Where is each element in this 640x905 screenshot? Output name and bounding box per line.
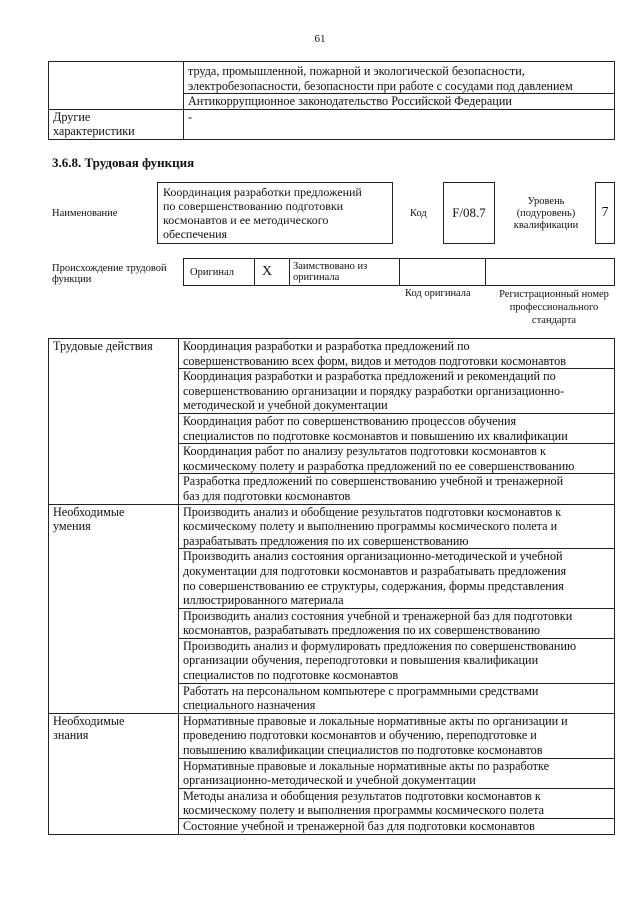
- function-name-line: по совершенствованию подготовки: [163, 199, 344, 213]
- divider: [254, 258, 255, 286]
- cell-line: организации обучения, переподготовки и повышения квалификации: [183, 653, 539, 668]
- cell-line: Методы анализа и обобщения результатов подготовки космонавтов к: [183, 788, 541, 803]
- cell-line: труда, промышленной, пожарной и экологической безопасности,: [188, 64, 525, 78]
- section-label-line: Необходимые: [53, 713, 125, 728]
- borrowed-label-line: Заимствовано из: [293, 261, 368, 272]
- cell-line: Производить анализ состояния учебной и тренажерной баз для подготовки: [183, 608, 573, 623]
- table-cell: [179, 638, 615, 683]
- table-cell: [179, 413, 615, 443]
- table-cell: [179, 758, 615, 788]
- section-label-line: знания: [53, 728, 89, 743]
- reg-number-caption: [488, 288, 620, 327]
- cell-line: Координация работ по анализу результатов подготовки космонавтов к: [183, 444, 546, 459]
- code-original-caption: Код оригинала: [405, 288, 471, 299]
- table-cell: [179, 608, 615, 638]
- divider: [399, 258, 400, 286]
- function-name-line: Координация разработки предложений: [163, 185, 362, 199]
- row-label-line: характеристики: [53, 124, 135, 139]
- origin-label-line: Происхождение трудовой: [52, 263, 167, 274]
- cell-line: Производить анализ состояния организационно-методической и учебной: [183, 549, 563, 564]
- divider: [485, 258, 486, 286]
- cell-line: специалистов по подготовке космонавтов и повышению их квалификации: [183, 428, 568, 443]
- table-cell: [179, 444, 615, 474]
- cell-line: разрабатывать предложения по их совершенствованию: [183, 533, 469, 548]
- borrowed-label-line: оригинала: [293, 272, 340, 283]
- table-cell: [179, 549, 615, 608]
- original-label: Оригинал: [190, 267, 234, 278]
- code-box: F/08.7: [443, 182, 495, 244]
- table-row: [49, 339, 615, 369]
- cell-line: методической и учебной документации: [183, 398, 388, 413]
- table-cell: Антикоррупционное законодательство Российской Федерации: [184, 94, 615, 110]
- code-label: Код: [410, 208, 427, 219]
- table-cell: [179, 504, 615, 549]
- table-cell: [179, 474, 615, 504]
- cell-line: Координация разработки и разработка предложений по: [183, 339, 470, 353]
- cell-line: специального назначения: [183, 698, 316, 713]
- level-label-line: (подуровень): [516, 208, 576, 219]
- origin-label-line: функции: [52, 274, 92, 285]
- table-cell: [179, 339, 615, 369]
- cell-line: по совершенствованию ее структуры, содержания, формы представления: [183, 578, 564, 593]
- level-box: 7: [595, 182, 615, 244]
- top-table: [48, 61, 615, 140]
- function-name-box: [157, 182, 393, 244]
- section-label: [49, 339, 179, 505]
- table-row: [49, 713, 615, 758]
- reg-caption-line: стандарта: [531, 315, 577, 326]
- table-cell: -: [184, 109, 615, 139]
- section-label-line: умения: [53, 519, 91, 534]
- section-label: [49, 713, 179, 834]
- cell-line: Координация работ по совершенствованию процессов обучения: [183, 413, 517, 428]
- reg-caption-line: профессионального: [509, 302, 599, 313]
- cell-line: баз для подготовки космонавтов: [183, 488, 351, 503]
- cell-line: электробезопасности, безопасности при работе с сосудами под давлением: [188, 78, 573, 93]
- section-title: 3.6.8. Трудовая функция: [52, 155, 195, 170]
- cell-line: космическому полету и выполнению программы космического полета и: [183, 519, 558, 534]
- cell-line: Нормативные правовые и локальные нормативные акты по разработке: [183, 758, 550, 773]
- cell-line: космическому полету и выполнения программы космического полета: [183, 803, 545, 818]
- original-mark: X: [262, 264, 273, 279]
- cell-line: Нормативные правовые и локальные нормативные акты по организации и: [183, 713, 568, 728]
- name-label: Наименование: [52, 208, 118, 219]
- cell-line: Координация разработки и разработка предложений и рекомендаций по: [183, 369, 556, 384]
- cell-line: иллюстрированного материала: [183, 593, 344, 608]
- section-label-line: Необходимые: [53, 504, 125, 519]
- table-cell: [179, 819, 615, 835]
- level-label-line: Уровень: [527, 196, 565, 207]
- table-cell: [179, 369, 615, 414]
- section-label-line: Трудовые действия: [53, 339, 153, 353]
- cell-line: Работать на персональном компьютере с программными средствами: [183, 683, 539, 698]
- table-row: [49, 109, 615, 139]
- table-cell: [179, 788, 615, 818]
- main-table: [48, 338, 615, 835]
- cell-line: повышению квалификации специалистов по подготовке космонавтов: [183, 743, 543, 758]
- origin-label: [52, 263, 167, 285]
- function-name-line: космонавтов и ее методического: [163, 213, 329, 227]
- table-cell: [179, 713, 615, 758]
- cell-line: проведению подготовки космонавтов и обучению, переподготовке и: [183, 728, 537, 743]
- page-number: 61: [314, 33, 326, 45]
- table-row: [49, 504, 615, 549]
- function-name-line: обеспечения: [163, 227, 228, 241]
- cell-line: космонавтов, разрабатывать предложения по их совершенствованию: [183, 623, 540, 638]
- table-cell: [179, 683, 615, 713]
- cell-line: Состояние учебной и тренажерной баз для подготовки космонавтов: [183, 819, 535, 833]
- cell-line: Производить анализ и формулировать предложения по совершенствованию: [183, 638, 577, 653]
- reg-caption-line: Регистрационный номер: [499, 289, 609, 300]
- level-label-line: квалификации: [513, 220, 579, 231]
- table-cell: [184, 62, 615, 94]
- divider: [289, 258, 290, 286]
- cell-line: Производить анализ и обобщение результатов подготовки космонавтов к: [183, 504, 562, 519]
- cell-line: совершенствованию организации и порядку разработки организационно-: [183, 383, 565, 398]
- row-label: [49, 109, 184, 139]
- borrowed-label: [293, 261, 367, 283]
- empty-cell: [49, 62, 184, 110]
- cell-line: специалистов по подготовке космонавтов: [183, 668, 399, 683]
- section-label: [49, 504, 179, 713]
- row-label-line: Другие: [53, 109, 91, 124]
- table-row: [49, 62, 615, 94]
- cell-line: космическому полету и разработка предложений по ее совершенствованию: [183, 458, 575, 473]
- cell-line: Разработка предложений по совершенствованию учебной и тренажерной: [183, 474, 564, 489]
- cell-line: организационно-методической и учебной документации: [183, 773, 476, 788]
- level-label: [506, 196, 586, 232]
- cell-line: совершенствованию всех форм, видов и методов подготовки космонавтов: [183, 353, 567, 368]
- cell-line: документации для подготовки космонавтов и разрабатывать предложения: [183, 563, 567, 578]
